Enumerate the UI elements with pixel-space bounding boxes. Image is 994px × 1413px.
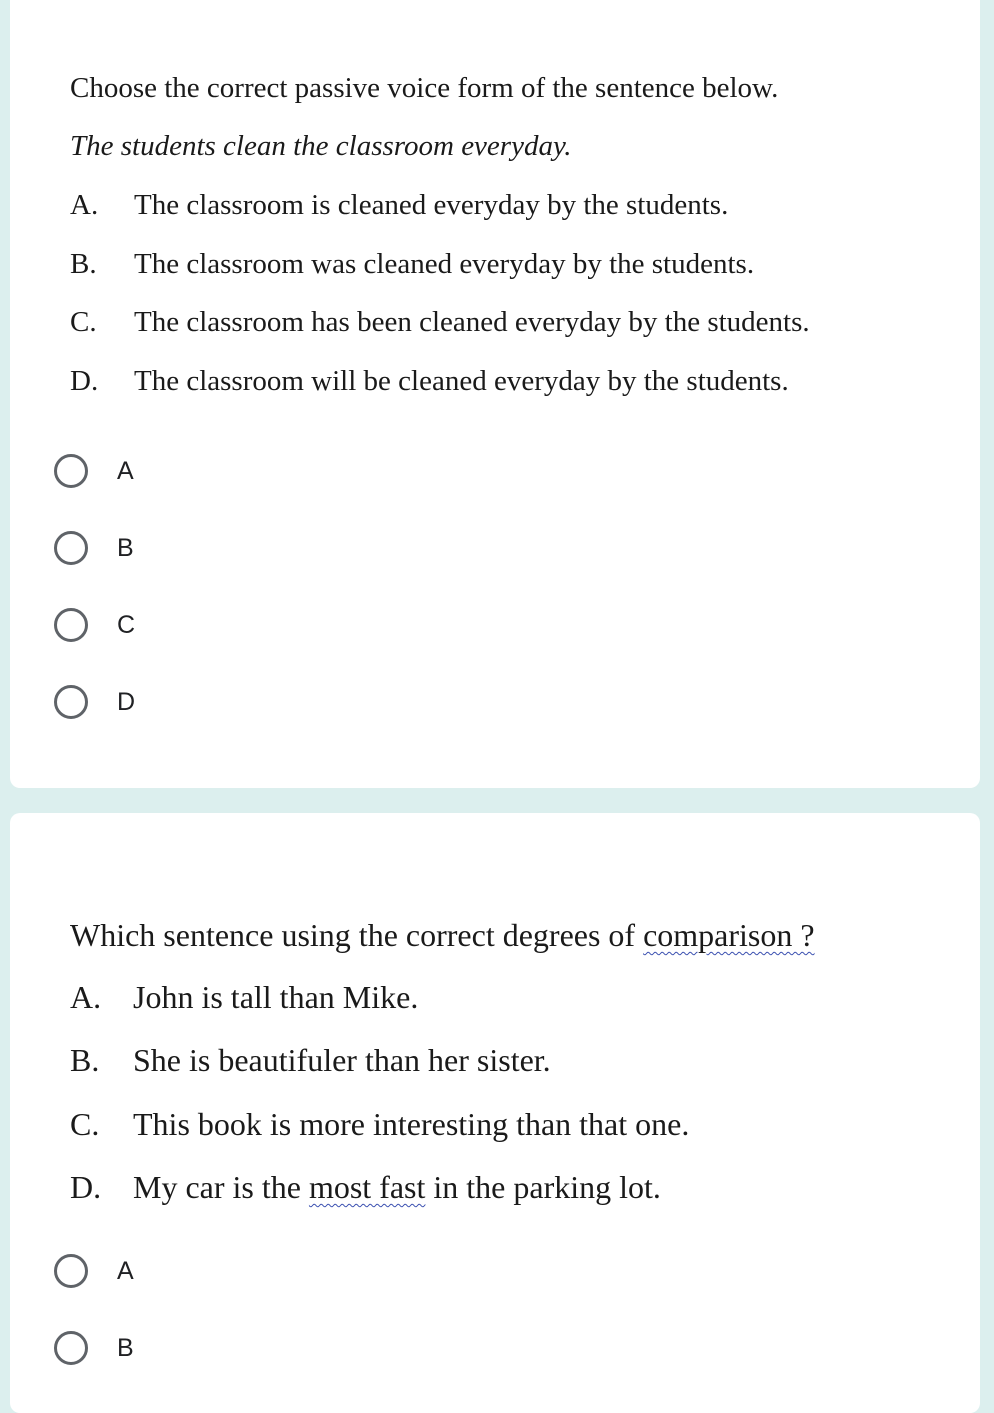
option-letter: B. xyxy=(70,1042,100,1078)
radio-button[interactable] xyxy=(54,685,88,719)
question-card-2 xyxy=(10,813,980,1413)
option-text: John is tall than Mike. xyxy=(133,979,419,1015)
option-text: The classroom has been cleaned everyday by the students. xyxy=(134,306,810,338)
choice-label: D xyxy=(117,687,136,716)
question-2-choice-a[interactable] xyxy=(54,1249,134,1293)
choice-label: A xyxy=(117,456,134,485)
question-1-option-c xyxy=(70,306,810,339)
option-letter: D. xyxy=(70,365,99,397)
choice-label: B xyxy=(117,533,134,562)
radio-button[interactable] xyxy=(54,608,88,642)
option-text: The classroom is cleaned everyday by the students. xyxy=(134,189,729,221)
prompt-text: Which sentence using the correct degrees of xyxy=(70,917,644,953)
question-card-1 xyxy=(10,0,980,788)
option-letter: C. xyxy=(70,306,97,338)
option-text: My car is the xyxy=(133,1169,309,1205)
question-1-choice-a[interactable] xyxy=(54,449,134,493)
question-2-option-a xyxy=(70,979,418,1016)
question-2-option-c xyxy=(70,1106,689,1143)
question-1-option-d xyxy=(70,365,789,398)
option-text: She is beautifuler than her sister. xyxy=(133,1042,551,1078)
option-text: in the parking lot. xyxy=(425,1169,661,1205)
option-text: The classroom will be cleaned everyday by the students. xyxy=(134,365,789,397)
question-1-choice-c[interactable] xyxy=(54,603,135,647)
option-letter: D. xyxy=(70,1169,102,1205)
question-1-prompt: Choose the correct passive voice form of the sentence below. xyxy=(70,72,779,104)
question-2-option-b xyxy=(70,1042,551,1079)
grammar-mark: most fast xyxy=(308,1169,426,1205)
question-2-prompt xyxy=(70,917,815,954)
question-2-choice-b[interactable] xyxy=(54,1326,134,1370)
question-1-choice-b[interactable] xyxy=(54,526,134,570)
option-letter: A. xyxy=(70,189,99,221)
radio-button[interactable] xyxy=(54,531,88,565)
option-letter: A. xyxy=(70,979,102,1015)
choice-label: B xyxy=(117,1333,134,1362)
option-text: The classroom was cleaned everyday by the students. xyxy=(134,248,755,280)
spelling-mark: comparison ? xyxy=(643,917,815,953)
question-2-option-d xyxy=(70,1169,661,1206)
question-1-option-b xyxy=(70,248,754,281)
question-1-option-a xyxy=(70,189,728,222)
question-1-sentence: The students clean the classroom everyday. xyxy=(70,130,572,162)
choice-label: A xyxy=(117,1256,134,1285)
radio-button[interactable] xyxy=(54,1254,88,1288)
option-letter: C. xyxy=(70,1106,100,1142)
option-letter: B. xyxy=(70,248,97,280)
question-1-choice-d[interactable] xyxy=(54,680,135,724)
radio-button[interactable] xyxy=(54,454,88,488)
radio-button[interactable] xyxy=(54,1331,88,1365)
choice-label: C xyxy=(117,610,136,639)
option-text: This book is more interesting than that one. xyxy=(133,1106,690,1142)
